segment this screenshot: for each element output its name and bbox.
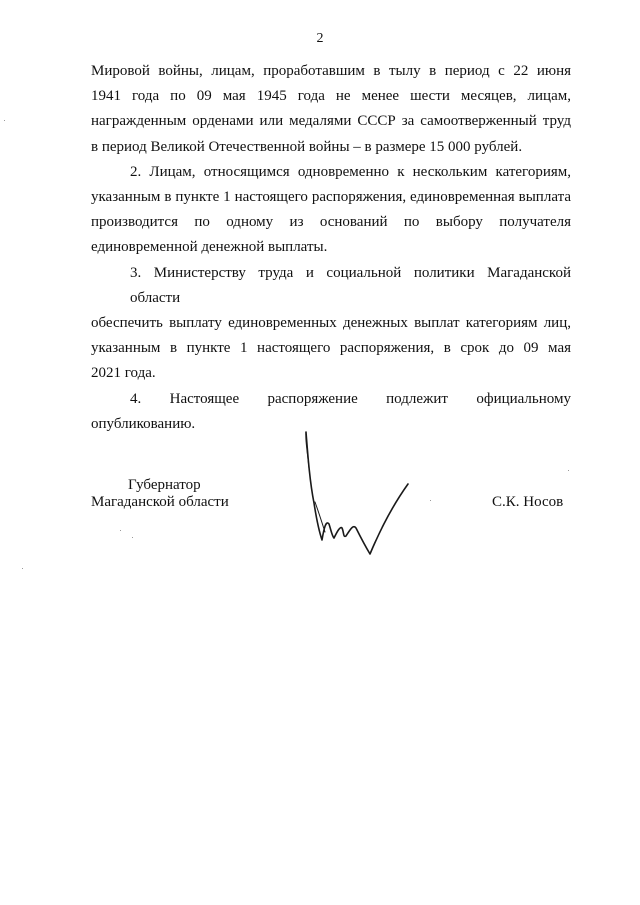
text-line: 4. Настоящее распоряжение подлежит официальному (130, 390, 571, 407)
signatory-title-line-2: Магаданской области (91, 494, 229, 510)
text-line: 2021 года. (91, 365, 156, 382)
scan-speck (22, 568, 23, 569)
scan-speck (120, 530, 121, 531)
text-line: Мировой войны, лицам, проработавшим в тылу в период с 22 июня (91, 63, 571, 79)
text-line: указанным в пункте 1 настоящего распоряжения, единовременная выплата (91, 189, 571, 206)
signatory-name: С.К. Носов (492, 494, 564, 510)
scan-speck (430, 500, 431, 501)
text-line: 3. Министерству труда и социальной политики Магаданской области (130, 264, 571, 306)
handwritten-signature (296, 428, 416, 563)
text-line: награжденным орденами или медалями СССР за самоотверженный труд (91, 113, 571, 130)
page-number: 2 (316, 31, 324, 46)
scan-speck (4, 120, 5, 121)
text-line: производится по одному из оснований по выбору получателя (91, 214, 571, 231)
text-line: опубликованию. (91, 415, 196, 432)
text-line: обеспечить выплату единовременных денежных выплат категориям лиц, (91, 315, 571, 332)
text-line: в период Великой Отечественной войны – в размере 15 000 рублей. (91, 138, 523, 155)
text-line: указанным в пункте 1 настоящего распоряжения, в срок до 09 мая (91, 340, 571, 357)
scan-speck (132, 537, 133, 538)
scan-speck (568, 470, 569, 471)
signatory-title-line-1: Губернатор (128, 477, 201, 493)
text-line: 2. Лицам, относящимся одновременно к нескольким категориям, (130, 163, 571, 180)
text-line: единовременной денежной выплаты. (91, 239, 328, 256)
text-line: 1941 года по 09 мая 1945 года не менее шести месяцев, лицам, (91, 88, 571, 105)
